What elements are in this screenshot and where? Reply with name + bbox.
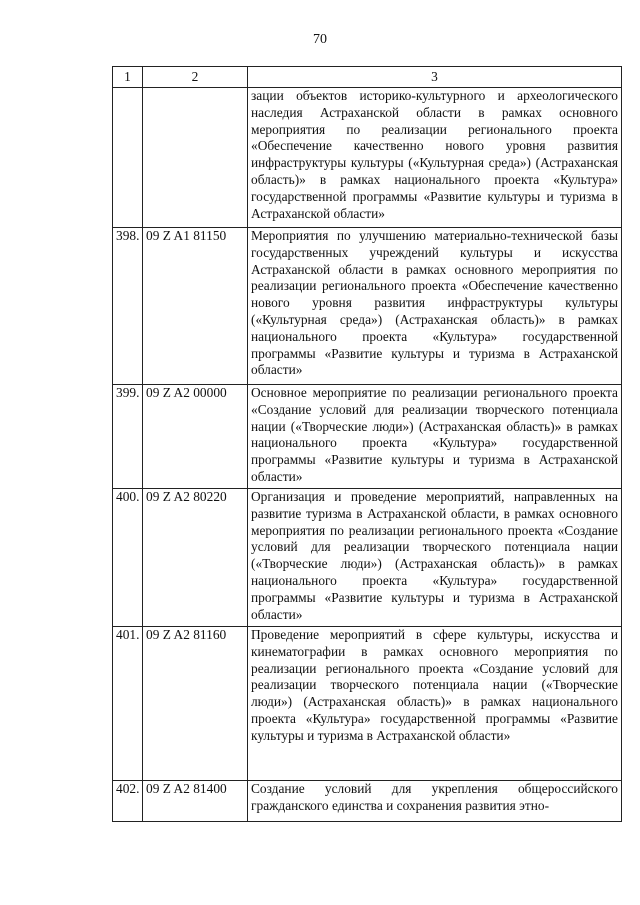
row-number: 399. [113, 385, 143, 489]
row-number [113, 88, 143, 228]
row-code: 09 Z A2 81160 [143, 627, 248, 781]
row-code: 09 Z A2 81400 [143, 781, 248, 822]
budget-classification-table [112, 66, 622, 822]
row-code: 09 Z A2 00000 [143, 385, 248, 489]
row-code [143, 88, 248, 228]
row-number: 402. [113, 781, 143, 822]
row-description: Организация и проведение мероприятий, направленных на развитие туризма в Астраханской области, в рамках основного мероприятия по реализации регионального проекта «Создание условий для реализации творческого потенциала нации («Творческие люди») (Астраханская область)» в рамках национального проекта «Культура» государственной программы «Развитие культуры и туризма в Астраханской области» [248, 489, 622, 627]
column-header-description: 3 [248, 67, 622, 88]
table-row [113, 385, 622, 489]
row-description: Создание условий для укрепления общероссийского гражданского единства и сохранения развития этно- [248, 781, 622, 822]
page-number: 70 [313, 32, 327, 47]
table-row [113, 228, 622, 385]
table-row [113, 627, 622, 781]
row-number: 400. [113, 489, 143, 627]
row-description: Основное мероприятие по реализации регионального проекта «Создание условий для реализации творческого потенциала нации («Творческие люди») (Астраханская область)» в рамках национального проекта «Культура» государственной программы «Развитие культуры и туризма в Астраханской области» [248, 385, 622, 489]
table-row [113, 489, 622, 627]
row-code: 09 Z A1 81150 [143, 228, 248, 385]
row-description: зации объектов историко-культурного и археологического наследия Астраханской области в рамках основного мероприятия по реализации регионального проекта «Обеспечение качественно нового уровня развития инфраструктуры культуры («Культурная среда») (Астраханская область)» в рамках национального проекта «Культура» государственной программы «Развитие культуры и туризма в Астраханской области» [248, 88, 622, 228]
row-number: 398. [113, 228, 143, 385]
table-row [113, 88, 622, 228]
table-header-row [113, 67, 622, 88]
table-row [113, 781, 622, 822]
column-header-number: 1 [113, 67, 143, 88]
column-header-code: 2 [143, 67, 248, 88]
row-code: 09 Z A2 80220 [143, 489, 248, 627]
row-description: Мероприятия по улучшению материально-технической базы государственных учреждений культуры и искусства Астраханской области в рамках основного мероприятия по реализации регионального проекта «Обеспечение качественно нового уровня развития инфраструктуры культуры («Культурная среда») (Астраханская область)» в рамках национального проекта «Культура» государственной программы «Развитие культуры и туризма в Астраханской области» [248, 228, 622, 385]
row-description: Проведение мероприятий в сфере культуры, искусства и кинематографии в рамках основного мероприятия по реализации регионального проекта «Создание условий для реализации творческого потенциала нации («Творческие люди») (Астраханская область)» в рамках национального проекта «Культура» государственной программы «Развитие культуры и туризма в Астраханской области» [248, 627, 622, 781]
row-number: 401. [113, 627, 143, 781]
